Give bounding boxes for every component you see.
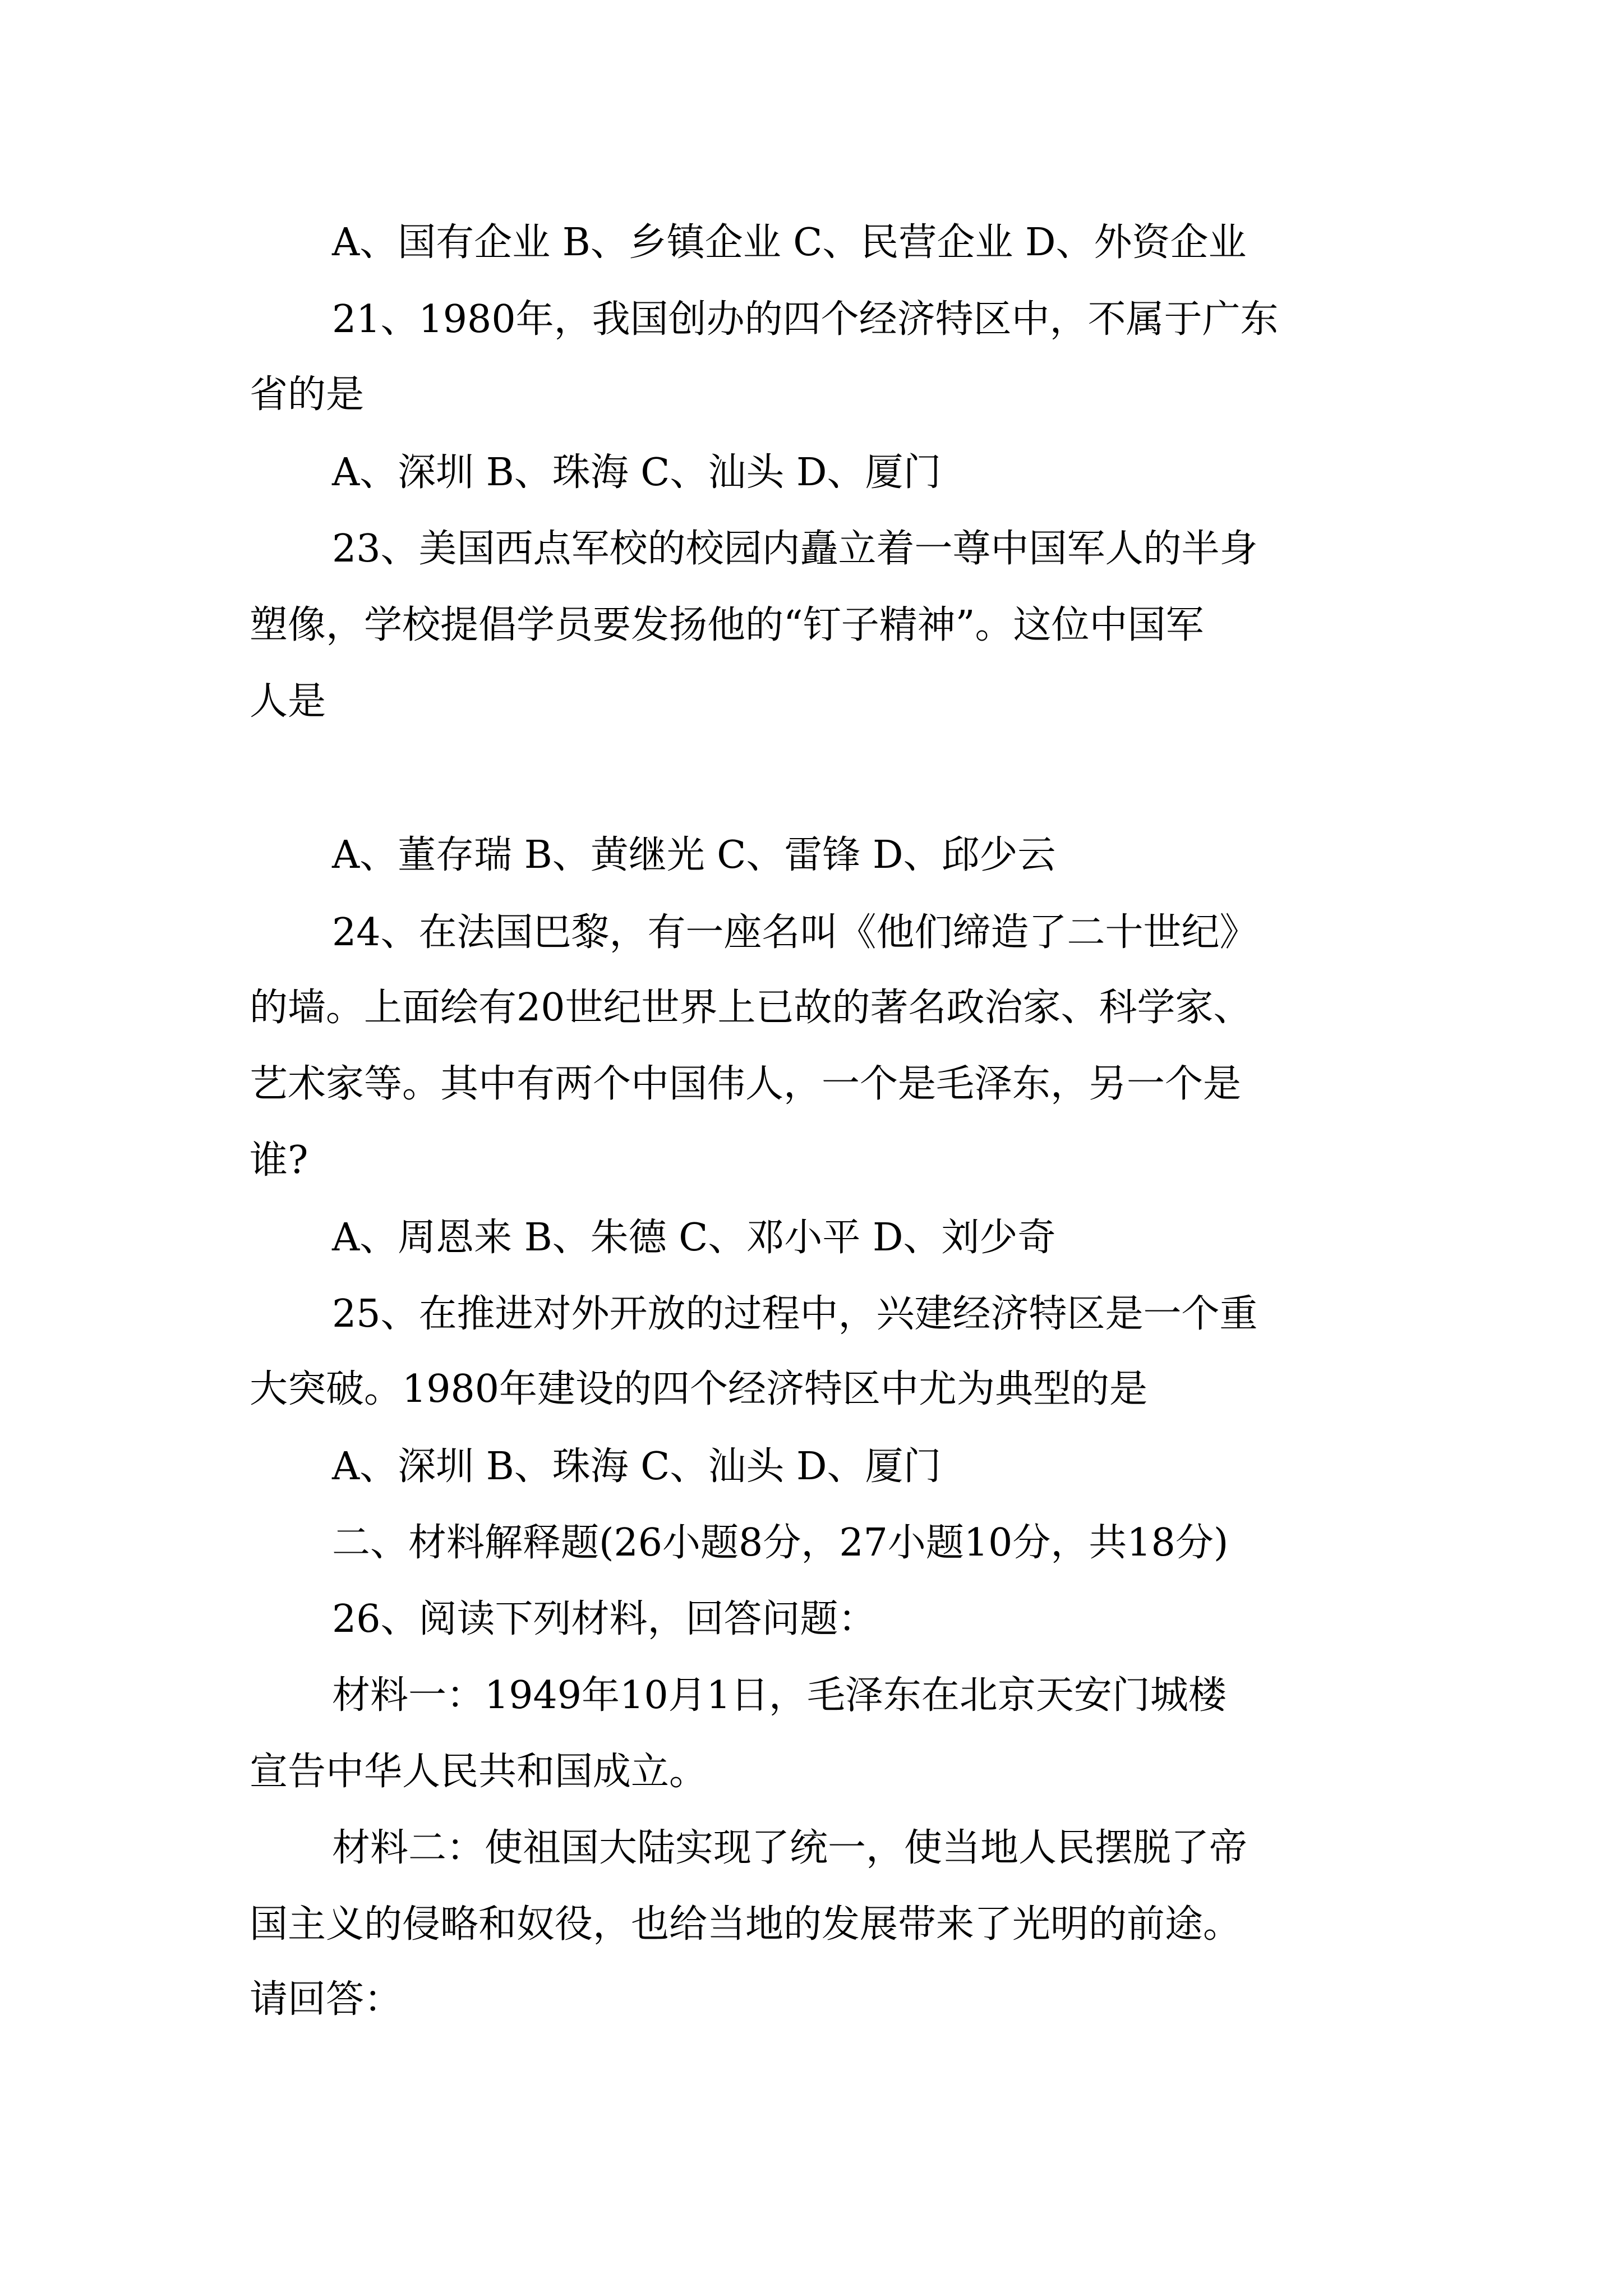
- q21-question-cont: 省的是: [250, 372, 365, 417]
- q21-question: 21、1980年，我国创办的四个经济特区中，不属于广东: [332, 297, 1279, 342]
- material-two: 材料二：使祖国大陆实现了统一，使当地人民摆脱了帝: [332, 1826, 1248, 1870]
- q24-question-end: 谁?: [250, 1138, 308, 1182]
- q20-options: A、国有企业 B、乡镇企业 C、民营企业 D、外资企业: [332, 220, 1247, 265]
- material-one-cont: 宣告中华人民共和国成立。: [250, 1750, 708, 1794]
- q25-question-cont: 大突破。1980年建设的四个经济特区中尤为典型的是: [250, 1367, 1148, 1411]
- q23-question-end: 人是: [250, 679, 326, 724]
- answer-prompt: 请回答：: [250, 1977, 403, 2022]
- section-heading: 二、材料解释题(26小题8分，27小题10分，共18分): [332, 1521, 1229, 1565]
- q25-options: A、深圳 B、珠海 C、汕头 D、厦门: [332, 1444, 942, 1489]
- q21-options: A、深圳 B、珠海 C、汕头 D、厦门: [332, 450, 942, 495]
- material-one: 材料一：1949年10月1日，毛泽东在北京天安门城楼: [332, 1673, 1227, 1718]
- q23-question: 23、美国西点军校的校园内矗立着一尊中国军人的半身: [332, 527, 1258, 571]
- q26-question: 26、阅读下列材料，回答问题：: [332, 1597, 877, 1641]
- q24-question-cont2: 艺术家等。其中有两个中国伟人，一个是毛泽东，另一个是: [250, 1062, 1242, 1106]
- q23-options: A、董存瑞 B、黄继光 C、雷锋 D、邱少云: [332, 833, 1056, 877]
- material-two-cont: 国主义的侵略和奴役，也给当地的发展带来了光明的前途。: [250, 1902, 1242, 1947]
- q24-question-cont: 的墙。上面绘有20世纪世界上已故的著名政治家、科学家、: [250, 986, 1252, 1030]
- q24-options: A、周恩来 B、朱德 C、邓小平 D、刘少奇: [332, 1216, 1056, 1260]
- q25-question: 25、在推进对外开放的过程中，兴建经济特区是一个重: [332, 1292, 1258, 1336]
- q24-question: 24、在法国巴黎，有一座名叫《他们缔造了二十世纪》: [332, 910, 1258, 955]
- q23-question-cont: 塑像，学校提倡学员要发扬他的“钉子精神”。这位中国军: [250, 603, 1204, 647]
